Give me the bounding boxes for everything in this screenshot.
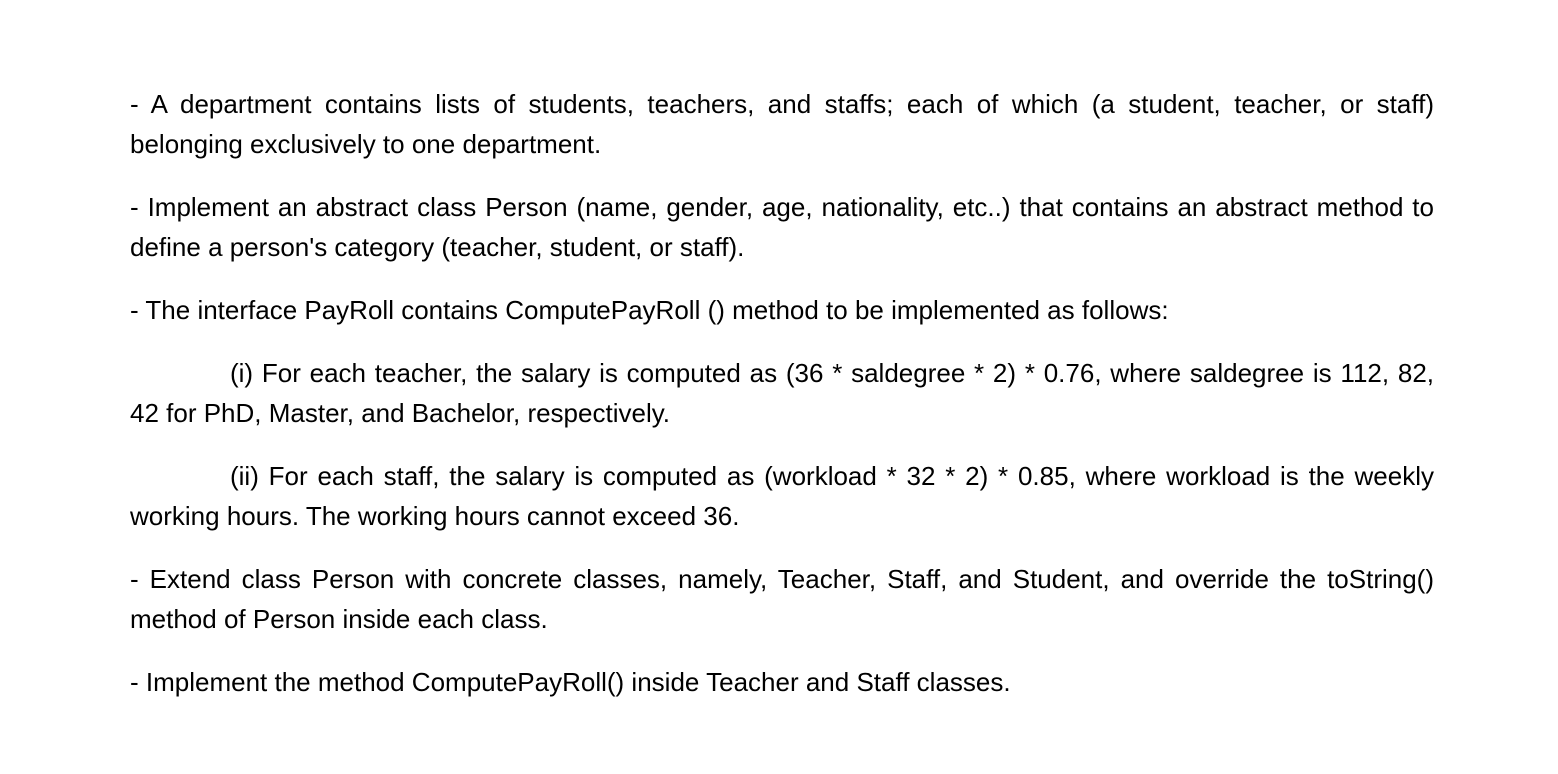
paragraph-payroll-interface: - The interface PayRoll contains ComputePayRoll () method to be implemented as follows: [130,295,1169,325]
paragraph-teacher-salary: (i) For each teacher, the salary is computed as (36 * saldegree * 2) * 0.76, where saldegree is 112, 82, 42 for PhD, Master, and Bachelor, respectively. [130,358,1434,428]
paragraph-implement-method: - Implement the method ComputePayRoll() inside Teacher and Staff classes. [130,667,1011,697]
document-body [130,84,1434,725]
paragraph-person-class: - Implement an abstract class Person (name, gender, age, nationality, etc..) that contains an abstract method to define a person's category (teacher, student, or staff). [130,192,1434,262]
paragraph-extend-person: - Extend class Person with concrete classes, namely, Teacher, Staff, and Student, and override the toString() method of Person inside each class. [130,564,1434,634]
paragraph-staff-salary: (ii) For each staff, the salary is computed as (workload * 32 * 2) * 0.85, where workload is the weekly working hours. The working hours cannot exceed 36. [130,461,1434,531]
paragraph-department: - A department contains lists of students, teachers, and staffs; each of which (a student, teacher, or staff) belonging exclusively to one department. [130,89,1434,159]
